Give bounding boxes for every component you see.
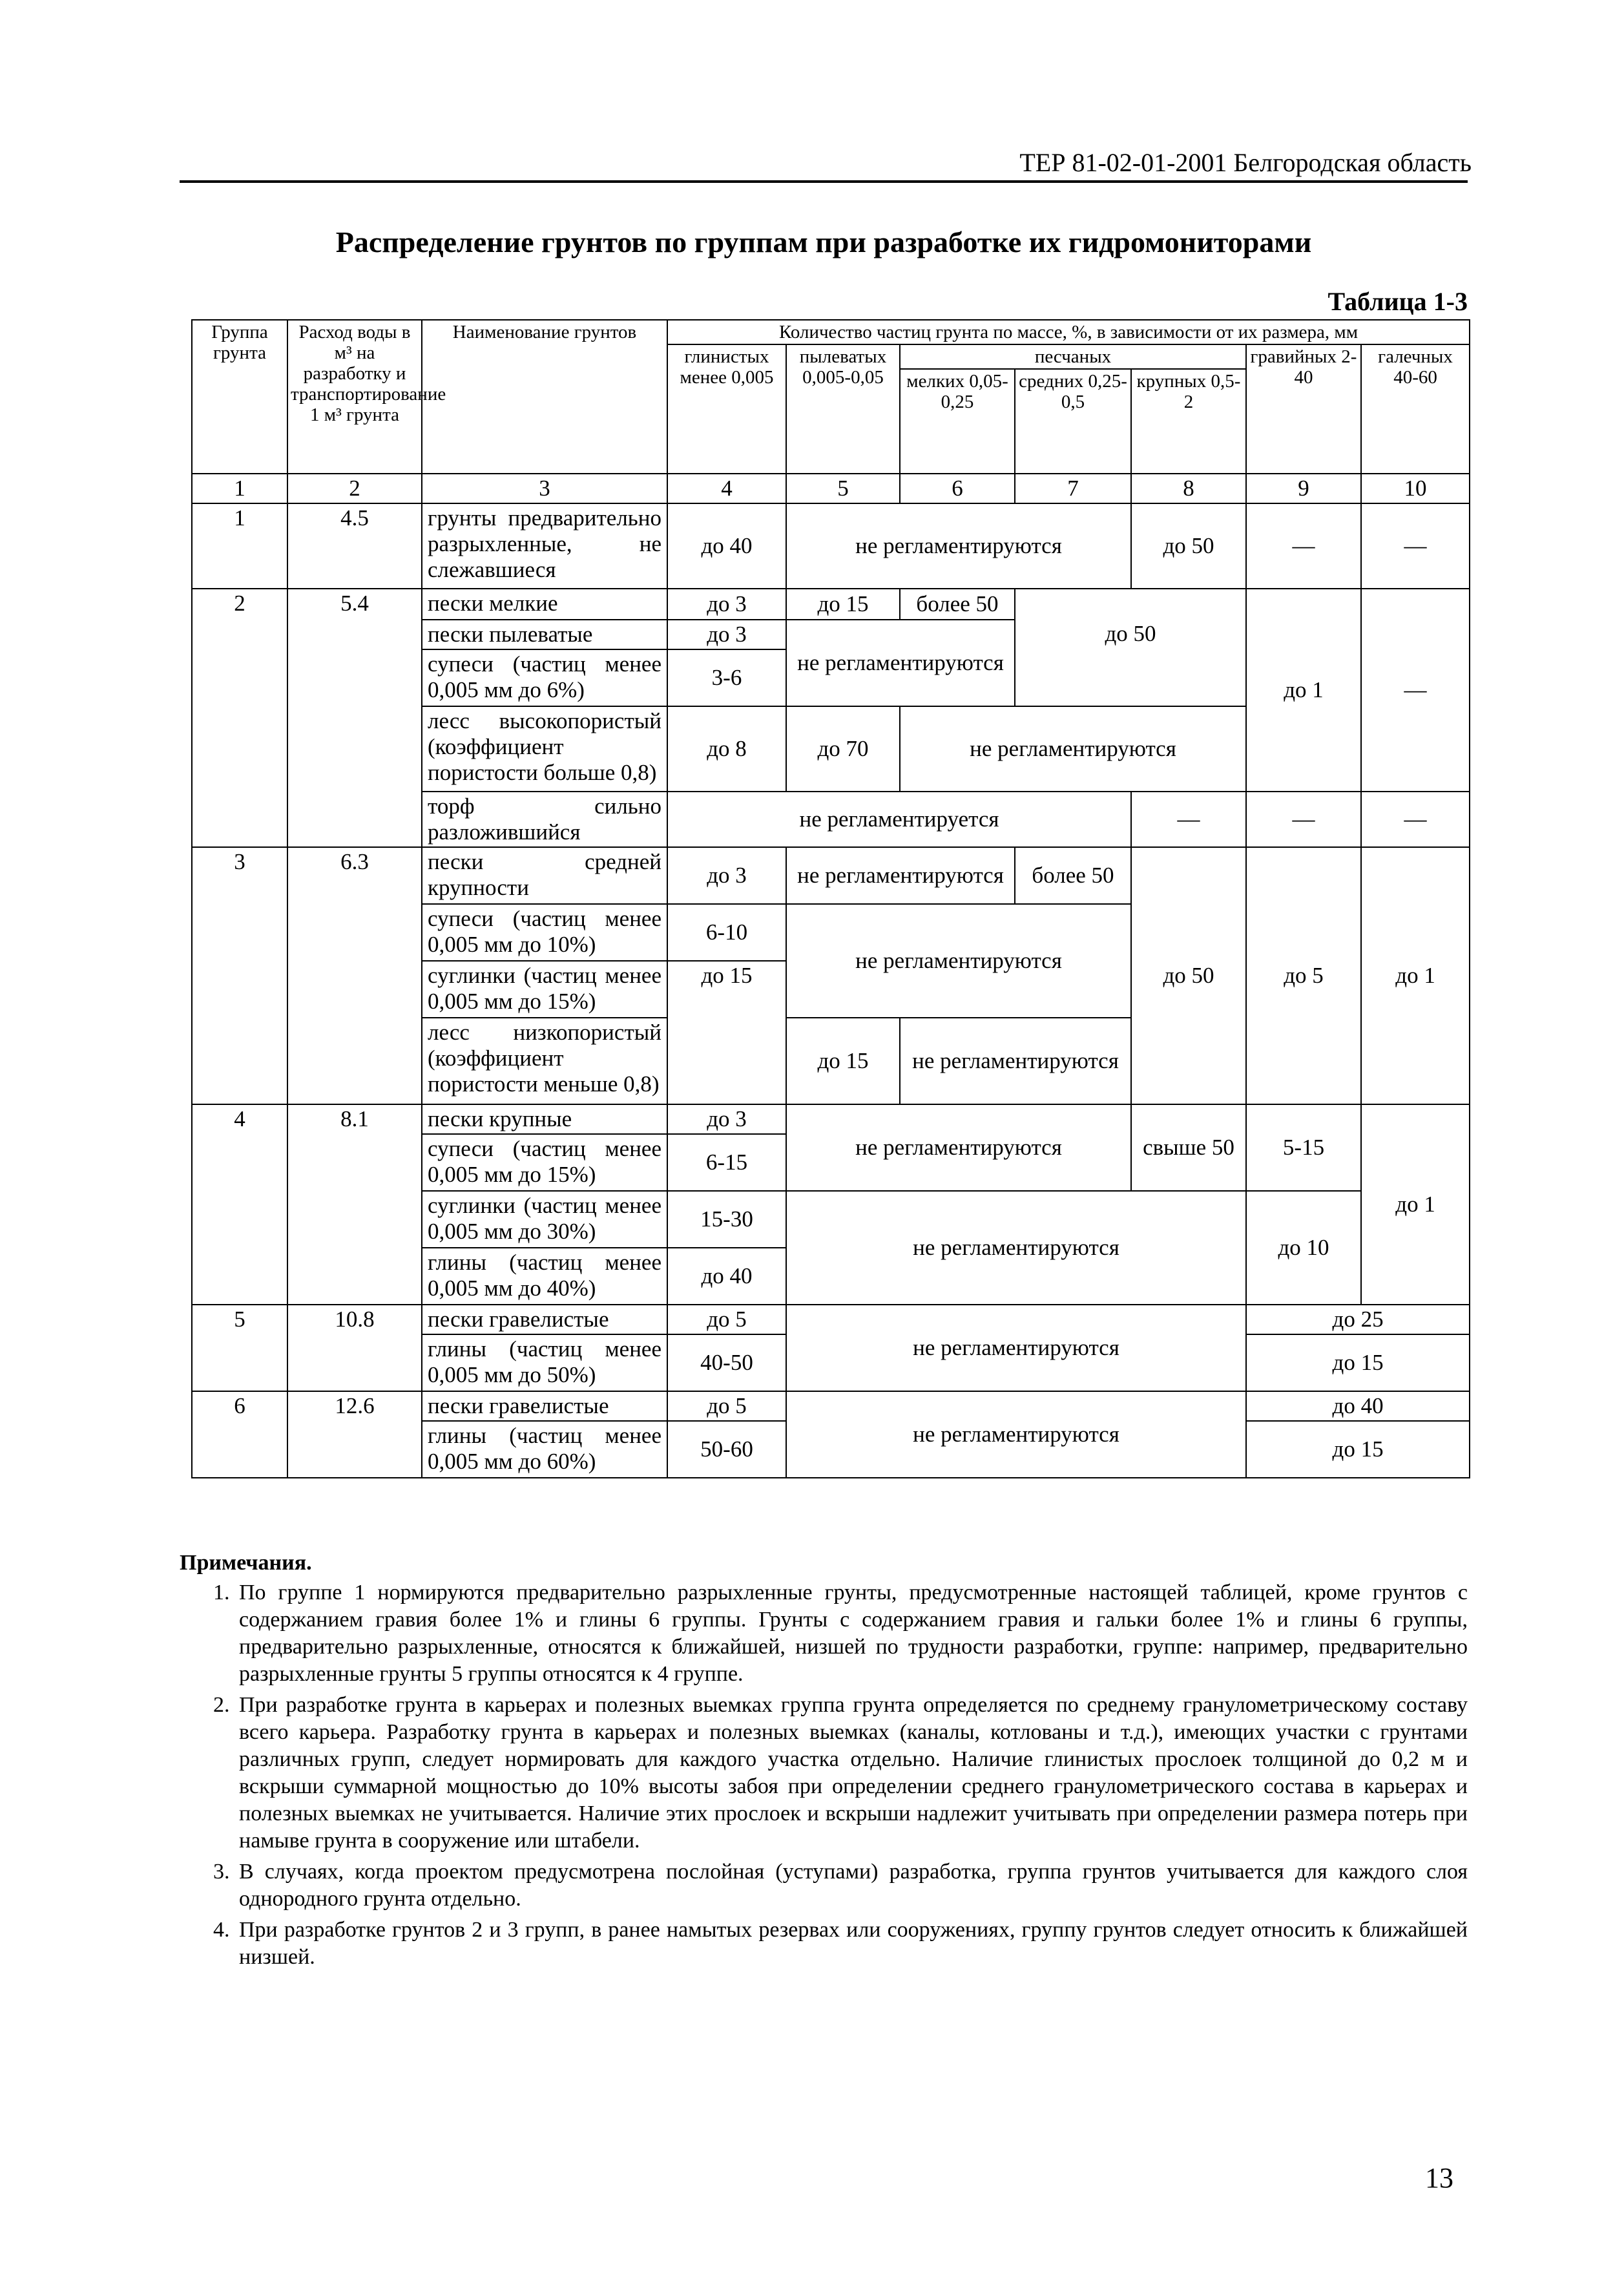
page-title: Распределение грунтов по группам при разработке их гидромониторами xyxy=(335,226,1312,258)
col-head-group: Группа грунта xyxy=(192,320,287,474)
cell-value: до 5 xyxy=(667,1391,786,1421)
notes-list xyxy=(180,1579,1468,1971)
cell-value: до 1 xyxy=(1361,1104,1470,1305)
table-caption: Таблица 1-3 xyxy=(1327,287,1468,316)
cell-value: до 15 xyxy=(786,1018,900,1104)
soil-name: глины (частиц менее 0,005 мм до 50%) xyxy=(422,1334,667,1391)
water-consumption: 4.5 xyxy=(287,503,422,589)
cell-value: до 40 xyxy=(667,1248,786,1305)
cell-value: до 15 xyxy=(1246,1421,1470,1478)
empty-cell xyxy=(1015,589,1246,620)
cell-value: не регламентируются xyxy=(786,1391,1246,1478)
cell-value: до 50 xyxy=(1015,620,1246,706)
cell-value: не регламентируются xyxy=(786,904,1131,1018)
soil-name: пески пылеватые xyxy=(422,620,667,649)
header-divider xyxy=(180,180,1468,183)
cell-value: до 50 xyxy=(1131,847,1246,1104)
cell-value: 5-15 xyxy=(1246,1104,1361,1191)
soil-name: грунты предварительно разрыхленные, не слежавшиеся xyxy=(422,503,667,589)
cell-value: более 50 xyxy=(1015,847,1131,904)
col-head-water: Расход воды в м³ на разработку и транспортирование 1 м³ грунта xyxy=(287,320,422,474)
cell-value: не регламентируются xyxy=(900,706,1246,792)
cell-value: до 10 xyxy=(1246,1191,1361,1305)
cell-value: не регламентируются xyxy=(786,1191,1246,1305)
cell-value: не регламентируется xyxy=(667,792,1131,847)
cell-value: более 50 xyxy=(900,589,1015,620)
cell-value: до 3 xyxy=(667,620,786,649)
col-head-clay: глинистых менее 0,005 xyxy=(667,344,786,474)
cell-value: до 25 xyxy=(1246,1305,1470,1334)
water-consumption: 5.4 xyxy=(287,589,422,847)
soil-name: пески мелкие xyxy=(422,589,667,620)
cell-value: до 40 xyxy=(667,503,786,589)
cell-value: не регламентируются xyxy=(786,1104,1131,1191)
cell-value: до 8 xyxy=(667,706,786,792)
col-num: 4 xyxy=(667,474,786,503)
soil-name: пески крупные xyxy=(422,1104,667,1134)
col-head-sand-coarse: крупных 0,5-2 xyxy=(1131,369,1246,474)
col-head-sand: песчаных xyxy=(900,344,1246,369)
note-item: 1. По группе 1 нормируются предварительно разрыхленные грунты, предусмотренные настоящей таблицей, кроме грунтов с содержанием гравия более 1% и глины 6 группы. Грунты с содержанием гравия и гальки более 1% и глины 6 группы, предварительно разрыхленные, относятся к ближайшей, низшей по трудности разработки, группе: например, предварительно разрыхленные грунты 5 группы относятся к 4 группе. xyxy=(235,1579,1468,1688)
col-head-gravel: гравийных 2-40 xyxy=(1246,344,1361,474)
cell-value: 50-60 xyxy=(667,1421,786,1478)
cell-value: 3-6 xyxy=(667,649,786,706)
col-num: 1 xyxy=(192,474,287,503)
document-header: ТЕР 81-02-01-2001 Белгородская область xyxy=(1019,148,1472,177)
cell-value: до 70 xyxy=(786,706,900,792)
col-head-dust: пылеватых 0,005-0,05 xyxy=(786,344,900,474)
col-num: 8 xyxy=(1131,474,1246,503)
soil-name: пески гравелистые xyxy=(422,1305,667,1334)
soil-name: торф сильно разложившийся xyxy=(422,792,667,847)
soil-name: супеси (частиц менее 0,005 мм до 10%) xyxy=(422,904,667,961)
cell-value: до 1 xyxy=(1361,847,1470,1104)
cell-value: 40-50 xyxy=(667,1334,786,1391)
page-number: 13 xyxy=(1425,2162,1453,2194)
col-head-particles: Количество частиц грунта по массе, %, в зависимости от их размера, мм xyxy=(667,320,1470,344)
cell-value: не регламентируются xyxy=(786,503,1131,589)
col-head-sand-fine: мелких 0,05-0,25 xyxy=(900,369,1015,474)
group-number: 5 xyxy=(192,1305,287,1391)
col-head-name: Наименование грунтов xyxy=(422,320,667,474)
cell-value: — xyxy=(1361,792,1470,847)
cell-value: свыше 50 xyxy=(1131,1104,1246,1191)
cell-value: до 15 xyxy=(786,589,900,620)
water-consumption: 6.3 xyxy=(287,847,422,1104)
cell-value: — xyxy=(1361,503,1470,589)
cell-value: не регламентируются xyxy=(786,847,1015,904)
soil-name: супеси (частиц менее 0,005 мм до 15%) xyxy=(422,1134,667,1191)
cell-value: до 15 xyxy=(1246,1334,1470,1391)
cell-value: до 50 xyxy=(1131,503,1246,589)
cell-value: не регламентируются xyxy=(900,1018,1131,1104)
cell-value: 6-15 xyxy=(667,1134,786,1191)
cell-value: до 40 xyxy=(1246,1391,1470,1421)
group-number: 1 xyxy=(192,503,287,589)
cell-value: не регламентируются xyxy=(786,620,1015,706)
cell-value: не регламентируются xyxy=(786,1305,1246,1391)
note-item: 4. При разработке грунтов 2 и 3 групп, в ранее намытых резервах или сооружениях, группу грунтов следует относить к ближайшей низшей. xyxy=(235,1917,1468,1971)
cell-value: — xyxy=(1361,589,1470,792)
soil-name: глины (частиц менее 0,005 мм до 60%) xyxy=(422,1421,667,1478)
col-num: 6 xyxy=(900,474,1015,503)
group-number: 4 xyxy=(192,1104,287,1305)
note-item: 3. В случаях, когда проектом предусмотрена послойная (уступами) разработка, группа грунтов учитывается для каждого слоя однородного грунта отдельно. xyxy=(235,1858,1468,1913)
col-head-pebble: галечных 40-60 xyxy=(1361,344,1470,474)
col-num: 5 xyxy=(786,474,900,503)
group-number: 2 xyxy=(192,589,287,847)
col-num: 10 xyxy=(1361,474,1470,503)
col-num: 3 xyxy=(422,474,667,503)
cell-value: до 5 xyxy=(667,1305,786,1334)
cell-value: — xyxy=(1131,792,1246,847)
soil-name: пески средней крупности xyxy=(422,847,667,904)
soil-name: суглинки (частиц менее 0,005 мм до 30%) xyxy=(422,1191,667,1248)
cell-value: 15-30 xyxy=(667,1191,786,1248)
col-num: 9 xyxy=(1246,474,1361,503)
col-num: 2 xyxy=(287,474,422,503)
cell-value: до 3 xyxy=(667,1104,786,1134)
soil-name: супеси (частиц менее 0,005 мм до 6%) xyxy=(422,649,667,706)
water-consumption: 8.1 xyxy=(287,1104,422,1305)
cell-value: — xyxy=(1246,503,1361,589)
cell-value: до 3 xyxy=(667,589,786,620)
group-number: 6 xyxy=(192,1391,287,1478)
soil-name: глины (частиц менее 0,005 мм до 40%) xyxy=(422,1248,667,1305)
cell-value: до 1 xyxy=(1246,589,1361,792)
group-number: 3 xyxy=(192,847,287,1104)
soil-name: пески гравелистые xyxy=(422,1391,667,1421)
notes-section xyxy=(180,1550,1468,1975)
soil-name: суглинки (частиц менее 0,005 мм до 15%) xyxy=(422,961,667,1018)
note-item: 2. При разработке грунта в карьерах и полезных выемках группа грунта определяется по среднему гранулометрическому составу всего карьера. Разработку грунта в карьерах и полезных выемках (каналы, котлованы и т.д.), имеющих участки с грунтами различных групп, следует нормировать для каждого участка отдельно. Наличие глинистых прослоек толщиной до 0,2 м и вскрыши суммарной мощностью до 10% высоты забоя при определении среднего гранулометрического состава в карьерах и полезных выемках не учитывается. Наличие этих прослоек и вскрыши надлежит учитывать при определении размера потерь при намыве грунта в сооружение или штабели. xyxy=(235,1692,1468,1855)
cell-value: до 15 xyxy=(667,961,786,1104)
soil-name: лесс низкопористый (коэффициент пористости меньше 0,8) xyxy=(422,1018,667,1104)
water-consumption: 10.8 xyxy=(287,1305,422,1391)
cell-value: до 3 xyxy=(667,847,786,904)
cell-value: 6-10 xyxy=(667,904,786,961)
col-num: 7 xyxy=(1015,474,1131,503)
soil-name: лесс высокопористый (коэффициент пористости больше 0,8) xyxy=(422,706,667,792)
notes-title: Примечания. xyxy=(180,1551,312,1575)
cell-value: — xyxy=(1246,792,1361,847)
cell-value: до 5 xyxy=(1246,847,1361,1104)
water-consumption: 12.6 xyxy=(287,1391,422,1478)
col-head-sand-mid: средних 0,25-0,5 xyxy=(1015,369,1131,474)
soil-groups-table xyxy=(191,319,1470,1478)
